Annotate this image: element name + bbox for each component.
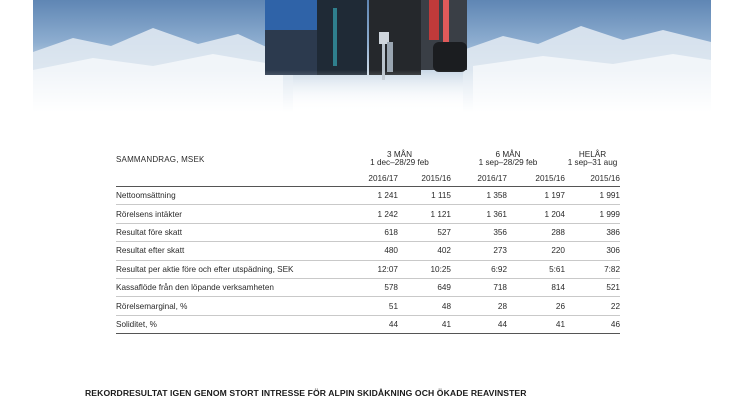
cell: 7:82: [565, 260, 620, 278]
cell: 41: [507, 315, 565, 333]
cell: 12:07: [348, 260, 398, 278]
cell: 44: [348, 315, 398, 333]
cell: 6:92: [451, 260, 507, 278]
cell: 1 361: [451, 205, 507, 223]
group-name: 6 MÅN: [495, 149, 521, 159]
row-label: Kassaflöde från den löpande verksamheten: [116, 278, 348, 296]
cell: 5:61: [507, 260, 565, 278]
cell: 288: [507, 223, 565, 241]
cell: 814: [507, 278, 565, 296]
column-header: 2015/16: [565, 170, 620, 187]
column-header: 2015/16: [398, 170, 451, 187]
cell: 220: [507, 242, 565, 260]
cell: 44: [451, 315, 507, 333]
cell: 386: [565, 223, 620, 241]
table-row: [116, 315, 620, 333]
cell: 1 242: [348, 205, 398, 223]
cell: 51: [348, 297, 398, 315]
table-row: [116, 223, 620, 241]
summary-table: [116, 148, 620, 334]
cell: 1 999: [565, 205, 620, 223]
group-header-3-man: [348, 148, 451, 170]
table-row: [116, 187, 620, 205]
group-header-6-man: [451, 148, 565, 170]
cell: 402: [398, 242, 451, 260]
cell: 10:25: [398, 260, 451, 278]
group-name: HELÅR: [578, 149, 607, 159]
row-label: Nettoomsättning: [116, 187, 348, 205]
table-group-header-row: [116, 148, 620, 170]
hero-photo: [33, 0, 711, 112]
cell: 1 991: [565, 187, 620, 205]
cell: 26: [507, 297, 565, 315]
group-range: 1 sep–31 aug: [567, 158, 618, 167]
table-row: [116, 242, 620, 260]
cell: 1 115: [398, 187, 451, 205]
cell: 618: [348, 223, 398, 241]
row-label: Rörelsemarginal, %: [116, 297, 348, 315]
cell: 41: [398, 315, 451, 333]
cell: 356: [451, 223, 507, 241]
cell: 1 204: [507, 205, 565, 223]
cell: 22: [565, 297, 620, 315]
table-row: [116, 278, 620, 296]
row-label: Resultat före skatt: [116, 223, 348, 241]
column-header-blank: [116, 170, 348, 187]
row-label: Resultat efter skatt: [116, 242, 348, 260]
cell: 527: [398, 223, 451, 241]
row-label: Resultat per aktie före och efter utspädning, SEK: [116, 260, 348, 278]
cell: 480: [348, 242, 398, 260]
table-row: [116, 205, 620, 223]
cell: 306: [565, 242, 620, 260]
group-name: 3 MÅN: [386, 149, 413, 159]
group-range: 1 sep–28/29 feb: [478, 158, 538, 167]
table-row: [116, 297, 620, 315]
group-range: 1 dec–28/29 feb: [370, 158, 429, 167]
jacket-blue: [265, 0, 317, 30]
cell: 718: [451, 278, 507, 296]
table-title: SAMMANDRAG, MSEK: [116, 154, 205, 164]
group-header-helar: [565, 148, 620, 170]
cell: 48: [398, 297, 451, 315]
glove: [433, 42, 467, 72]
column-header: 2015/16: [507, 170, 565, 187]
cell: 578: [348, 278, 398, 296]
column-header: 2016/17: [451, 170, 507, 187]
cell: 521: [565, 278, 620, 296]
jacket-dark: [369, 0, 421, 75]
row-label: Rörelsens intäkter: [116, 205, 348, 223]
cell: 273: [451, 242, 507, 260]
cell: 1 197: [507, 187, 565, 205]
cell: 28: [451, 297, 507, 315]
cell: 1 241: [348, 187, 398, 205]
column-header: 2016/17: [348, 170, 398, 187]
table-row: [116, 260, 620, 278]
cell: 46: [565, 315, 620, 333]
cell: 1 121: [398, 205, 451, 223]
cell: 1 358: [451, 187, 507, 205]
table-column-header-row: [116, 170, 620, 187]
cell: 649: [398, 278, 451, 296]
section-headline: REKORDRESULTAT IGEN GENOM STORT INTRESSE FÖR ALPIN SKIDÅKNING OCH ÖKADE REAVINSTER: [85, 388, 527, 398]
photo-fade: [33, 70, 711, 112]
row-label: Soliditet, %: [116, 315, 348, 333]
